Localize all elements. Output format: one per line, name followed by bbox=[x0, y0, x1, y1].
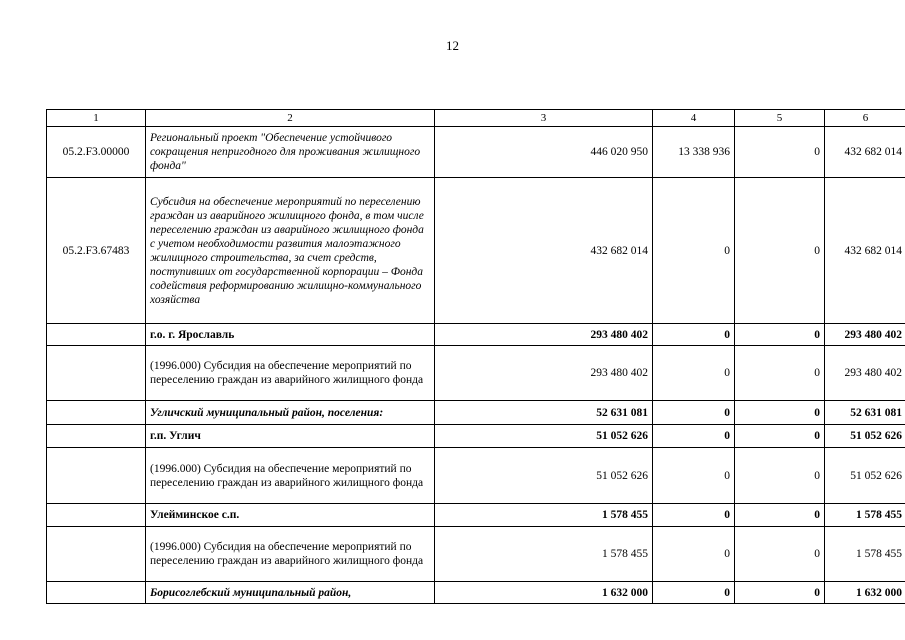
row-col6: 1 578 455 bbox=[825, 527, 905, 582]
table-row bbox=[47, 448, 905, 504]
row-col6: 51 052 626 bbox=[825, 448, 905, 504]
row-description: Региональный проект "Обеспечение устойчивого сокращения непригодного для проживания жилищного фонда" bbox=[146, 127, 435, 178]
row-col6: 1 632 000 bbox=[825, 582, 905, 604]
row-description: Субсидия на обеспечение мероприятий по переселению граждан из аварийного жилищного фонда, в том числе переселению граждан из аварийного жилищного фонда с учетом необходимости развития малоэтажного жилищного строительства, за счет средств, поступивших от государственной корпорации – Фонда содействия реформированию жилищно-коммунального хозяйства bbox=[146, 178, 435, 324]
table-row bbox=[47, 178, 905, 324]
row-code bbox=[47, 582, 146, 604]
table-header-row bbox=[47, 110, 905, 127]
row-col5: 0 bbox=[735, 346, 825, 401]
row-col3: 1 578 455 bbox=[435, 527, 653, 582]
row-col3: 446 020 950 bbox=[435, 127, 653, 178]
row-col6: 52 631 081 bbox=[825, 401, 905, 425]
row-col4: 0 bbox=[653, 527, 735, 582]
row-description: (1996.000) Субсидия на обеспечение мероприятий по переселению граждан из аварийного жилищного фонда bbox=[146, 527, 435, 582]
row-col4: 0 bbox=[653, 448, 735, 504]
header-cell: 2 bbox=[146, 110, 435, 127]
row-col4: 0 bbox=[653, 425, 735, 448]
row-description: Угличский муниципальный район, поселения: bbox=[146, 401, 435, 425]
row-col4: 0 bbox=[653, 401, 735, 425]
row-code bbox=[47, 448, 146, 504]
row-col4: 0 bbox=[653, 346, 735, 401]
row-col6: 432 682 014 bbox=[825, 127, 905, 178]
row-code: 05.2.F3.67483 bbox=[47, 178, 146, 324]
table-row bbox=[47, 401, 905, 425]
table-row bbox=[47, 425, 905, 448]
table-row bbox=[47, 127, 905, 178]
budget-table bbox=[46, 109, 905, 604]
row-col6: 1 578 455 bbox=[825, 504, 905, 527]
row-col4: 0 bbox=[653, 582, 735, 604]
header-cell: 5 bbox=[735, 110, 825, 127]
row-col4: 0 bbox=[653, 178, 735, 324]
row-description: (1996.000) Субсидия на обеспечение мероприятий по переселению граждан из аварийного жилищного фонда bbox=[146, 448, 435, 504]
table-row bbox=[47, 527, 905, 582]
row-col5: 0 bbox=[735, 401, 825, 425]
row-col5: 0 bbox=[735, 178, 825, 324]
row-code: 05.2.F3.00000 bbox=[47, 127, 146, 178]
row-col3: 1 578 455 bbox=[435, 504, 653, 527]
page-number: 12 bbox=[446, 38, 459, 53]
header-cell: 3 bbox=[435, 110, 653, 127]
row-col5: 0 bbox=[735, 527, 825, 582]
row-description: (1996.000) Субсидия на обеспечение мероприятий по переселению граждан из аварийного жилищного фонда bbox=[146, 346, 435, 401]
row-description: г.о. г. Ярославль bbox=[146, 324, 435, 346]
row-col5: 0 bbox=[735, 582, 825, 604]
table-row bbox=[47, 582, 905, 604]
row-code bbox=[47, 401, 146, 425]
row-col6: 432 682 014 bbox=[825, 178, 905, 324]
row-col3: 293 480 402 bbox=[435, 324, 653, 346]
row-col3: 293 480 402 bbox=[435, 346, 653, 401]
row-col4: 13 338 936 bbox=[653, 127, 735, 178]
header-cell: 1 bbox=[47, 110, 146, 127]
row-col6: 293 480 402 bbox=[825, 324, 905, 346]
table-row bbox=[47, 346, 905, 401]
row-col3: 52 631 081 bbox=[435, 401, 653, 425]
row-code bbox=[47, 527, 146, 582]
row-code bbox=[47, 425, 146, 448]
row-col5: 0 bbox=[735, 127, 825, 178]
row-col3: 432 682 014 bbox=[435, 178, 653, 324]
table-row bbox=[47, 324, 905, 346]
row-code bbox=[47, 504, 146, 527]
row-col3: 51 052 626 bbox=[435, 425, 653, 448]
row-col3: 51 052 626 bbox=[435, 448, 653, 504]
row-description: г.п. Углич bbox=[146, 425, 435, 448]
table-row bbox=[47, 504, 905, 527]
row-description: Улейминское с.п. bbox=[146, 504, 435, 527]
row-code bbox=[47, 324, 146, 346]
header-cell: 6 bbox=[825, 110, 905, 127]
row-col5: 0 bbox=[735, 425, 825, 448]
row-code bbox=[47, 346, 146, 401]
row-col4: 0 bbox=[653, 324, 735, 346]
row-description: Борисоглебский муниципальный район, bbox=[146, 582, 435, 604]
row-col4: 0 bbox=[653, 504, 735, 527]
row-col6: 293 480 402 bbox=[825, 346, 905, 401]
row-col5: 0 bbox=[735, 504, 825, 527]
row-col5: 0 bbox=[735, 324, 825, 346]
row-col3: 1 632 000 bbox=[435, 582, 653, 604]
header-cell: 4 bbox=[653, 110, 735, 127]
row-col6: 51 052 626 bbox=[825, 425, 905, 448]
row-col5: 0 bbox=[735, 448, 825, 504]
